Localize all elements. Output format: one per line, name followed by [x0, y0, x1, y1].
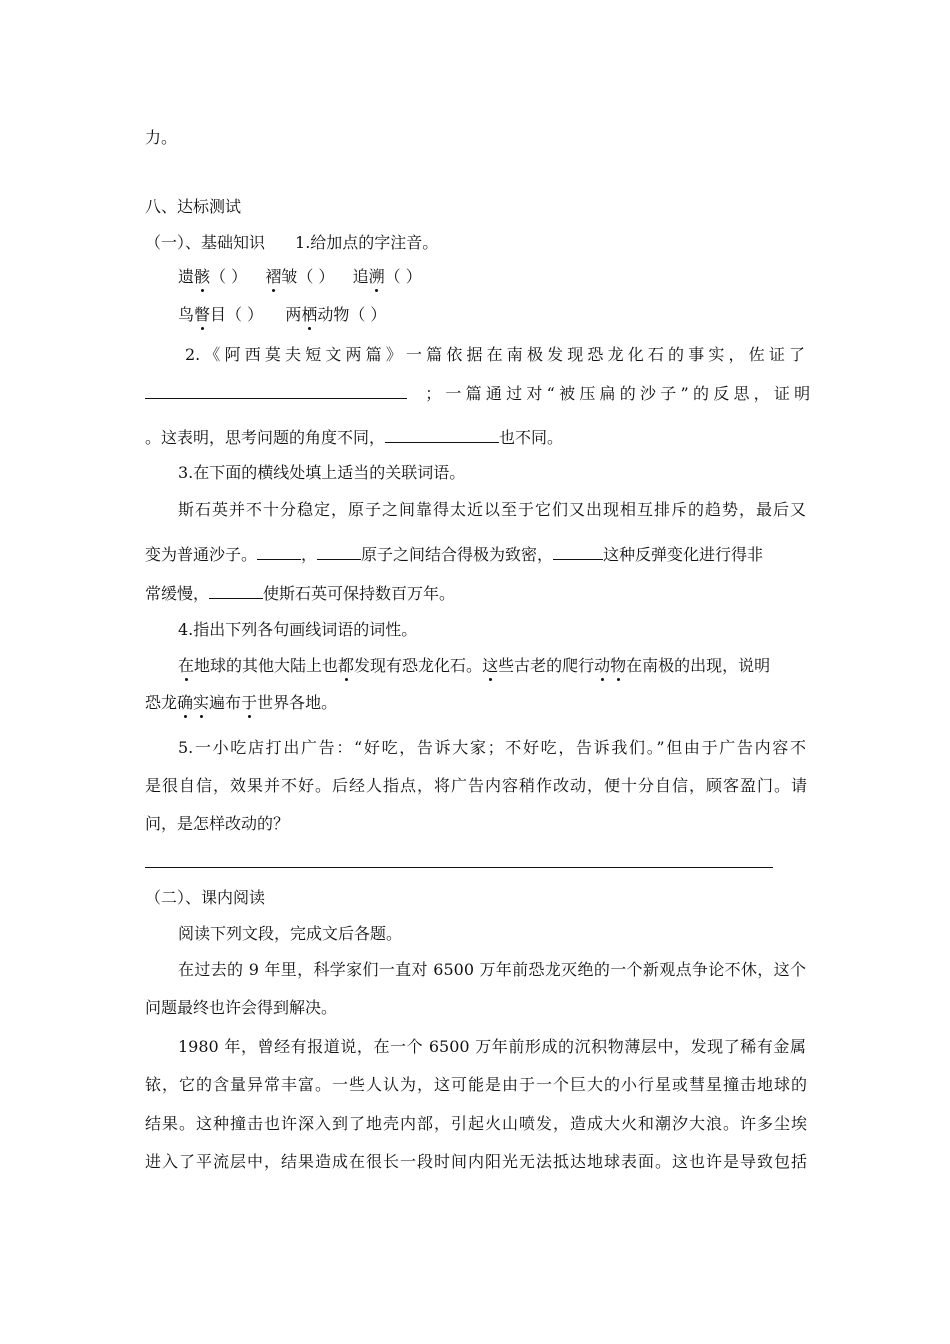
- q1-item: 追溯（ ）: [352, 267, 422, 286]
- marked-word: 于: [241, 693, 258, 712]
- q1-row2: [178, 304, 386, 326]
- marked-word: 确: [177, 693, 194, 712]
- q3-text: 3.在下面的横线处填上适当的关联词语。: [178, 463, 466, 482]
- q2-line1: 2.《阿西莫夫短文两篇》一篇依据在南极发现恐龙化石的事实，佐证了: [185, 345, 805, 364]
- q2-line2: ；一篇通过对“被压扁的沙子”的反思，证明: [145, 382, 810, 405]
- part2-heading: （二）、课内阅读: [145, 888, 266, 907]
- q2-answer-blank-1[interactable]: [145, 382, 407, 399]
- q5-line1: 5.一小吃店打出广告：“好吃，告诉大家；不好吃，告诉我们。”但由于广告内容不: [178, 738, 806, 757]
- q5-line2: 是很自信，效果并不好。后经人指点，将广告内容稍作改动，便十分自信，顾客盈门。请: [145, 776, 807, 795]
- q1-row1: [178, 266, 422, 288]
- q5-answer-line[interactable]: [145, 867, 773, 868]
- marked-word: 实: [193, 693, 210, 712]
- passage-p2-line4: 进入了平流层中，结果造成在很长一段时间内阳光无法抵达地球表面。这也许是导致包括: [145, 1152, 807, 1171]
- marked-word: 动: [594, 656, 611, 675]
- q1-text: 1.给加点的字注音。: [295, 233, 439, 252]
- q3-para-line3: 常缓慢， 使斯石英可保持数百万年。: [145, 584, 456, 603]
- passage-p1-line1: 在过去的 9 年里，科学家们一直对 6500 万年前恐龙灭绝的一个新观点争论不休，这个: [178, 960, 806, 979]
- continuation-text: 力。: [145, 128, 178, 147]
- passage-p2-line1: 1980 年，曾经有报道说，在一个 6500 万年前形成的沉积物薄层中，发现了稀有金属: [178, 1037, 806, 1056]
- part1-heading: （一）、基础知识: [145, 233, 266, 252]
- q3-blank-2[interactable]: [317, 543, 361, 560]
- q3-para-line1: 斯石英并不十分稳定，原子之间靠得太近以至于它们又出现相互排斥的趋势，最后又: [178, 500, 806, 519]
- marked-word: 在: [178, 656, 195, 675]
- marked-word: 物: [610, 656, 627, 675]
- section-title: 八、达标测试: [145, 197, 242, 216]
- q3-blank-1[interactable]: [257, 543, 301, 560]
- q1-item: 遗骸（ ）: [178, 267, 248, 286]
- marked-word: 都: [338, 656, 355, 675]
- q2-answer-blank-2[interactable]: [385, 426, 499, 443]
- marked-word: 这: [482, 656, 499, 675]
- q3-para-line2: 变为普通沙子。 ， 原子之间结合得极为致密， 这种反弹变化进行得非: [145, 545, 764, 564]
- q5-line3: 问，是怎样改动的？: [145, 814, 290, 833]
- reading-intro: 阅读下列文段，完成文后各题。: [178, 924, 403, 943]
- q1-item: 褶皱（ ）: [265, 267, 335, 286]
- q4-sentence-2: 恐龙确实遍布于世界各地。: [145, 693, 338, 712]
- q4-text: 4.指出下列各句画线词语的词性。: [178, 620, 418, 639]
- passage-p1-line2: 问题最终也许会得到解决。: [145, 998, 338, 1017]
- passage-p2-line2: 铱，它的含量异常丰富。一些人认为，这可能是由于一个巨大的小行星或彗星撞击地球的: [145, 1075, 807, 1094]
- q3-blank-3[interactable]: [553, 543, 603, 560]
- q4-sentence-1: 在地球的其他大陆上也都发现有恐龙化石。这些古老的爬行动物在南极的出现，说明: [178, 656, 771, 675]
- part1-heading-line: [145, 232, 438, 254]
- passage-p2-line3: 结果。这种撞击也许深入到了地壳内部，引起火山喷发，造成大火和潮汐大浪。许多尘埃: [145, 1114, 807, 1133]
- q2-line3: 。这表明，思考问题的角度不同， 也不同。: [145, 428, 564, 447]
- q1-item: 鸟瞥目（ ）: [178, 305, 264, 324]
- q1-item: 两栖动物（ ）: [285, 305, 387, 324]
- q3-blank-4[interactable]: [209, 582, 263, 599]
